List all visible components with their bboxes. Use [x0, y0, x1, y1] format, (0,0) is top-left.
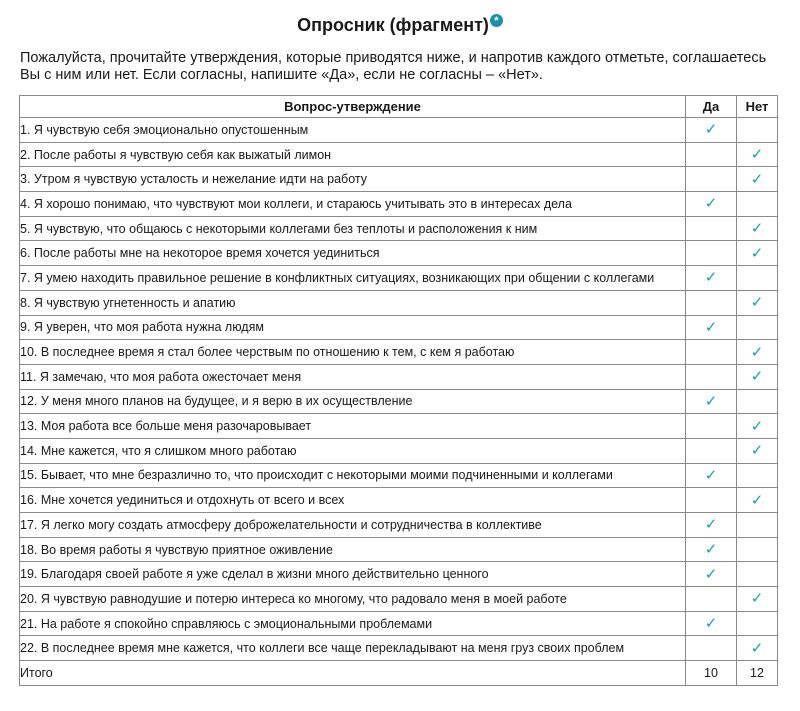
- instructions-text: Пожалуйста, прочитайте утверждения, которые приводятся ниже, и напротив каждого отметьте, соглашаетесь Вы с ним или нет. Если согласны, напишите «Да», если не согласны – «Нет».: [20, 50, 767, 83]
- answer-no-cell: [737, 513, 778, 538]
- answer-yes-cell: [686, 513, 737, 538]
- table-row: [20, 241, 778, 266]
- answer-no-cell: [737, 636, 778, 661]
- checkmark-icon: ✓: [750, 491, 764, 509]
- answer-yes-cell: [686, 389, 737, 414]
- answer-yes-cell: [686, 266, 737, 291]
- info-badge-icon: *: [490, 14, 503, 27]
- question-text: 3. Утром я чувствую усталость и нежелание идти на работу: [20, 167, 686, 192]
- answer-yes-cell: [686, 463, 737, 488]
- table-row: [20, 537, 778, 562]
- checkmark-icon: ✓: [704, 195, 718, 213]
- checkmark-icon: ✓: [750, 417, 764, 435]
- answer-no-cell: [737, 488, 778, 513]
- column-header-question: Вопрос-утверждение: [20, 96, 686, 118]
- table-row: [20, 142, 778, 167]
- answer-yes-cell: [686, 438, 737, 463]
- question-text: 21. На работе я спокойно справляюсь с эмоциональными проблемами: [20, 611, 686, 636]
- answer-no-cell: [737, 241, 778, 266]
- table-row: [20, 636, 778, 661]
- answer-no-cell: [737, 315, 778, 340]
- checkmark-icon: ✓: [704, 318, 718, 336]
- answer-yes-cell: [686, 216, 737, 241]
- question-text: 11. Я замечаю, что моя работа ожесточает меня: [20, 364, 686, 389]
- question-text: 19. Благодаря своей работе я уже сделал в жизни много действительно ценного: [20, 562, 686, 587]
- table-row: [20, 513, 778, 538]
- answer-no-cell: [737, 463, 778, 488]
- table-row: [20, 216, 778, 241]
- answer-no-cell: [737, 216, 778, 241]
- checkmark-icon: ✓: [750, 146, 764, 164]
- checkmark-icon: ✓: [750, 220, 764, 238]
- checkmark-icon: ✓: [750, 294, 764, 312]
- answer-no-cell: [737, 364, 778, 389]
- answer-no-cell: [737, 118, 778, 143]
- checkmark-icon: ✓: [704, 121, 718, 139]
- table-row: [20, 438, 778, 463]
- answer-no-cell: [737, 167, 778, 192]
- answer-yes-cell: [686, 290, 737, 315]
- checkmark-icon: ✓: [750, 170, 764, 188]
- question-text: 13. Моя работа все больше меня разочаровывает: [20, 414, 686, 439]
- checkmark-icon: ✓: [704, 269, 718, 287]
- answer-yes-cell: [686, 562, 737, 587]
- question-text: 10. В последнее время я стал более черствым по отношению к тем, с кем я работаю: [20, 340, 686, 365]
- questionnaire-table: [19, 95, 778, 686]
- question-text: 17. Я легко могу создать атмосферу доброжелательности и сотрудничества в коллективе: [20, 513, 686, 538]
- table-row: [20, 562, 778, 587]
- table-row: [20, 192, 778, 217]
- question-text: 20. Я чувствую равнодушие и потерю интереса ко многому, что радовало меня в моей работе: [20, 587, 686, 612]
- checkmark-icon: ✓: [750, 368, 764, 386]
- total-label: Итого: [20, 661, 686, 686]
- answer-no-cell: [737, 266, 778, 291]
- answer-yes-cell: [686, 192, 737, 217]
- answer-yes-cell: [686, 340, 737, 365]
- table-row: [20, 463, 778, 488]
- checkmark-icon: ✓: [704, 516, 718, 534]
- question-text: 4. Я хорошо понимаю, что чувствуют мои коллеги, и стараюсь учитывать это в интересах дела: [20, 192, 686, 217]
- page-title-text: Опросник (фрагмент): [297, 15, 489, 35]
- answer-yes-cell: [686, 537, 737, 562]
- checkmark-icon: ✓: [704, 466, 718, 484]
- question-text: 5. Я чувствую, что общаюсь с некоторыми коллегами без теплоты и расположения к ним: [20, 216, 686, 241]
- question-text: 22. В последнее время мне кажется, что коллеги все чаще перекладывают на меня груз своих проблем: [20, 636, 686, 661]
- question-text: 16. Мне хочется уединиться и отдохнуть от всего и всех: [20, 488, 686, 513]
- table-row: [20, 266, 778, 291]
- checkmark-icon: ✓: [750, 244, 764, 262]
- checkmark-icon: ✓: [750, 590, 764, 608]
- table-row: [20, 340, 778, 365]
- checkmark-icon: ✓: [750, 639, 764, 657]
- table-row: [20, 167, 778, 192]
- question-text: 2. После работы я чувствую себя как выжатый лимон: [20, 142, 686, 167]
- table-row: [20, 587, 778, 612]
- checkmark-icon: ✓: [704, 392, 718, 410]
- checkmark-icon: ✓: [704, 565, 718, 583]
- question-text: 15. Бывает, что мне безразлично то, что происходит с некоторыми моими подчиненными и коллегами: [20, 463, 686, 488]
- question-text: 14. Мне кажется, что я слишком много работаю: [20, 438, 686, 463]
- answer-yes-cell: [686, 488, 737, 513]
- table-row: [20, 315, 778, 340]
- question-text: 8. Я чувствую угнетенность и апатию: [20, 290, 686, 315]
- checkmark-icon: ✓: [704, 615, 718, 633]
- answer-yes-cell: [686, 587, 737, 612]
- answer-yes-cell: [686, 142, 737, 167]
- table-row: [20, 118, 778, 143]
- answer-no-cell: [737, 142, 778, 167]
- checkmark-icon: ✓: [750, 442, 764, 460]
- answer-no-cell: [737, 587, 778, 612]
- table-row: [20, 414, 778, 439]
- question-text: 1. Я чувствую себя эмоционально опустошенным: [20, 118, 686, 143]
- total-row: [20, 661, 778, 686]
- answer-yes-cell: [686, 118, 737, 143]
- answer-no-cell: [737, 389, 778, 414]
- table-row: [20, 364, 778, 389]
- answer-yes-cell: [686, 414, 737, 439]
- answer-yes-cell: [686, 241, 737, 266]
- answer-no-cell: [737, 438, 778, 463]
- column-header-no: Нет: [737, 96, 778, 118]
- answer-yes-cell: [686, 364, 737, 389]
- page-title: [0, 14, 800, 36]
- answer-no-cell: [737, 290, 778, 315]
- answer-yes-cell: [686, 611, 737, 636]
- checkmark-icon: ✓: [704, 541, 718, 559]
- table-header-row: [20, 96, 778, 118]
- answer-yes-cell: [686, 167, 737, 192]
- table-row: [20, 389, 778, 414]
- question-text: 18. Во время работы я чувствую приятное оживление: [20, 537, 686, 562]
- answer-no-cell: [737, 414, 778, 439]
- table-row: [20, 611, 778, 636]
- table-row: [20, 290, 778, 315]
- total-no-count: 12: [737, 661, 778, 686]
- question-text: 9. Я уверен, что моя работа нужна людям: [20, 315, 686, 340]
- answer-no-cell: [737, 562, 778, 587]
- total-yes-count: 10: [686, 661, 737, 686]
- table-row: [20, 488, 778, 513]
- question-text: 6. После работы мне на некоторое время хочется уединиться: [20, 241, 686, 266]
- answer-no-cell: [737, 192, 778, 217]
- column-header-yes: Да: [686, 96, 737, 118]
- answer-yes-cell: [686, 315, 737, 340]
- answer-no-cell: [737, 340, 778, 365]
- checkmark-icon: ✓: [750, 343, 764, 361]
- question-text: 7. Я умею находить правильное решение в конфликтных ситуациях, возникающих при общении с коллегами: [20, 266, 686, 291]
- answer-no-cell: [737, 537, 778, 562]
- answer-no-cell: [737, 611, 778, 636]
- question-text: 12. У меня много планов на будущее, и я верю в их осуществление: [20, 389, 686, 414]
- answer-yes-cell: [686, 636, 737, 661]
